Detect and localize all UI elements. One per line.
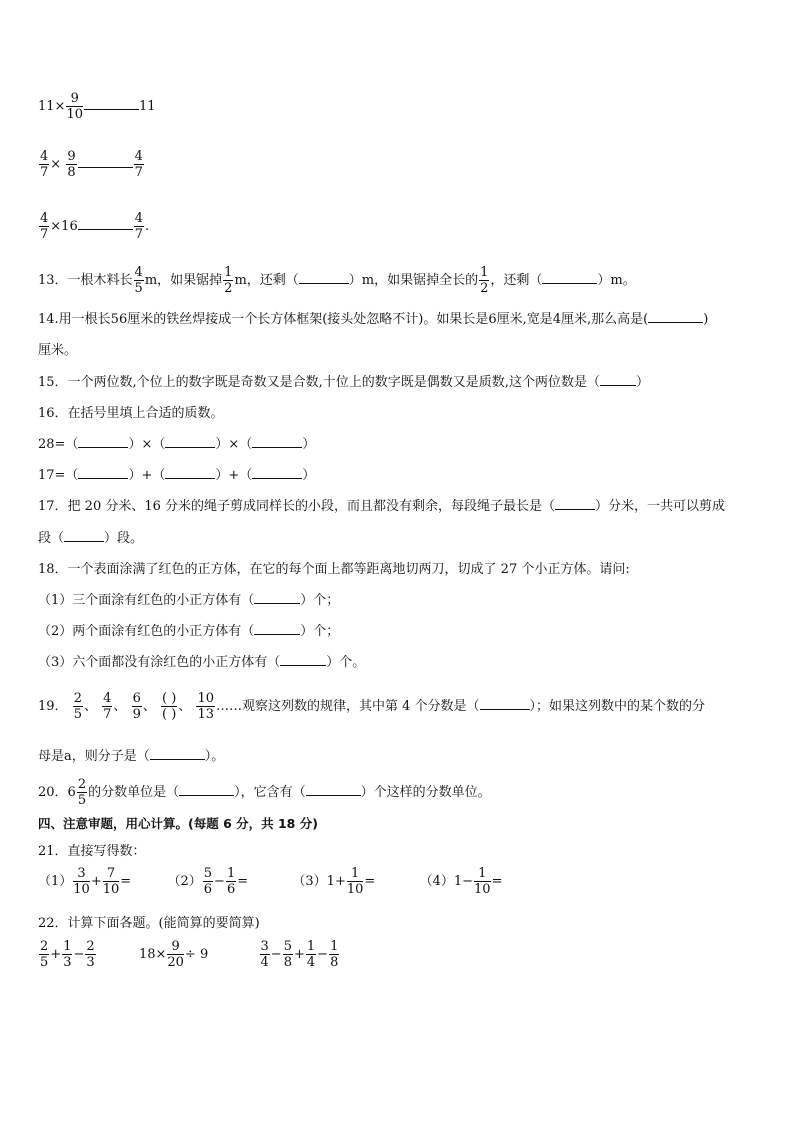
question-16-title: 16．在括号里填上合适的质数。 <box>38 406 224 421</box>
answer-blank[interactable] <box>78 229 133 230</box>
fraction: $\frac{1}{2}$ <box>224 265 233 296</box>
fraction-blank[interactable]: $\frac{( )}{( )}$ <box>162 691 177 722</box>
fraction: $\frac{1}{2}$ <box>480 265 489 296</box>
answer-blank[interactable] <box>306 795 361 796</box>
question-17: 17．把 20 分米、16 分米的绳子剪成同样长的小段，而且都没有剩余，每段绳子最长是（ ）分米，一共可以剪成 <box>38 499 726 514</box>
fraction: $\frac{1}{6}$ <box>226 866 236 897</box>
answer-blank[interactable] <box>600 385 636 386</box>
question-15: 15．一个两位数,个位上的数字既是奇数又是合数,十位上的数字既是偶数又是质数,这个两位数是（ ） <box>38 375 649 390</box>
question-16-row-1: 28=（ ）×（ ）×（ ） <box>38 437 316 452</box>
fraction: $\frac{3}{10}$ <box>73 866 90 897</box>
fraction: $\frac{9}{10}$ <box>66 91 83 122</box>
answer-blank[interactable] <box>150 759 205 760</box>
answer-blank[interactable] <box>252 478 302 479</box>
answer-blank[interactable] <box>78 167 133 168</box>
answer-blank[interactable] <box>542 283 597 284</box>
fraction: $\frac{2}{5}$ <box>73 691 82 722</box>
fraction: $\frac{1}{3}$ <box>63 939 72 970</box>
question-19: 19． $\frac{2}{5}$ 、 $\frac{4}{7}$ 、 $\frac{6}{9}$ 、 $\frac{( )}{( )}$ 、 $\frac{10}{13}$ ……观察这列数的规律，其中第 4 个分数是（ ）；如果这列数中的某个数的分 <box>38 691 706 722</box>
section-heading: 四、注意审题，用心计算。(每题 6 分，共 18 分) <box>38 816 318 831</box>
compare-row-3 <box>38 212 149 241</box>
question-22-items: $\frac{2}{5}$ + $\frac{1}{3}$ − $\frac{2}{3}$ 18× $\frac{9}{20}$ ÷ 9 $\frac{3}{4}$ − $\frac{5}{8}$ + $\frac{1}{4}$ − $\frac{1}{8}$ <box>40 939 339 970</box>
compare-row-1 <box>38 92 156 121</box>
answer-blank[interactable] <box>648 322 703 323</box>
answer-blank[interactable] <box>84 109 139 110</box>
fraction: $\frac{4}{7}$ <box>134 211 143 242</box>
answer-blank[interactable] <box>280 665 326 666</box>
question-18-sub-1: （1）三个面涂有红色的小正方体有（ ）个； <box>38 593 340 608</box>
fraction: $\frac{5}{8}$ <box>283 939 292 970</box>
compare-row-2 <box>38 150 145 179</box>
fraction: $\frac{1}{10}$ <box>474 866 491 897</box>
question-20: 20．6 $\frac{2}{5}$ 的分数单位是（ ），它含有（ ）个这样的分数单位。 <box>38 777 491 808</box>
answer-blank[interactable] <box>78 447 128 448</box>
answer-blank[interactable] <box>78 478 128 479</box>
fraction: $\frac{4}{7}$ <box>134 149 143 180</box>
fraction: $\frac{2}{3}$ <box>86 939 95 970</box>
question-13: 13．一根木料长 $\frac{4}{5}$ m，如果锯掉 $\frac{1}{2}$ m，还剩（ ）m，如果锯掉全长的 $\frac{1}{2}$ ，还剩（ ）m。 <box>38 265 636 296</box>
fraction: $\frac{3}{4}$ <box>260 939 269 970</box>
fraction: $\frac{2}{5}$ <box>40 939 49 970</box>
fraction: $\frac{1}{10}$ <box>346 866 364 897</box>
answer-blank[interactable] <box>165 478 215 479</box>
question-21-items: （1） $\frac{3}{10}$ + $\frac{7}{10}$ = （2） $\frac{5}{6}$ − $\frac{1}{6}$ = （3）1+ $\frac{1}{10}$ = （4）1− $\frac{1}{10}$ = <box>38 866 503 897</box>
question-22-title: 22．计算下面各题。(能简算的要简算) <box>38 916 260 931</box>
answer-blank[interactable] <box>64 541 104 542</box>
answer-blank[interactable] <box>165 447 215 448</box>
fraction: $\frac{4}{7}$ <box>103 691 112 722</box>
question-16-row-2: 17=（ ）+（ ）+（ ） <box>38 468 316 483</box>
fraction: $\frac{6}{9}$ <box>132 691 141 722</box>
answer-blank[interactable] <box>254 603 300 604</box>
fraction: $\frac{5}{6}$ <box>203 866 213 897</box>
fraction: $\frac{4}{7}$ <box>40 211 49 242</box>
fraction: $\frac{1}{4}$ <box>306 939 316 970</box>
answer-blank[interactable] <box>179 795 234 796</box>
expr-text: 11× <box>38 99 66 114</box>
expr-text: . <box>145 219 150 234</box>
answer-blank[interactable] <box>254 634 300 635</box>
fraction: $\frac{4}{7}$ <box>40 149 49 180</box>
question-18-sub-2: （2）两个面涂有红色的小正方体有（ ）个； <box>38 624 340 639</box>
fraction: $\frac{7}{10}$ <box>102 866 120 897</box>
operator: × <box>50 157 62 172</box>
fraction: $\frac{9}{8}$ <box>67 149 76 180</box>
question-17-line-2: 段（ ）段。 <box>38 531 144 546</box>
expr-text: ×16 <box>50 219 78 234</box>
question-18-title: 18．一个表面涂满了红色的正方体，在它的每个面上都等距离地切两刀，切成了 27 个小正方体。请问: <box>38 562 630 577</box>
answer-blank[interactable] <box>299 283 349 284</box>
fraction: $\frac{9}{20}$ <box>167 939 184 970</box>
fraction: $\frac{10}{13}$ <box>197 691 214 722</box>
question-21-title: 21．直接写得数： <box>38 844 146 859</box>
fraction: $\frac{2}{5}$ <box>77 777 87 808</box>
answer-blank[interactable] <box>480 709 530 710</box>
question-14: 14.用一根长56厘米的铁丝焊接成一个长方体框架(接头处忽略不计)。如果长是6厘米,宽是4厘米,那么高是( ) <box>38 312 709 327</box>
answer-blank[interactable] <box>555 509 595 510</box>
answer-blank[interactable] <box>252 447 302 448</box>
question-14-line-2: 厘米。 <box>38 343 78 358</box>
expr-text: 11 <box>138 99 156 114</box>
question-18-sub-3: （3）六个面都没有涂红色的小正方体有（ ）个。 <box>38 655 366 670</box>
question-19-line-2: 母是a，则分子是（ ）。 <box>38 749 225 764</box>
fraction: $\frac{4}{5}$ <box>134 265 143 296</box>
fraction: $\frac{1}{8}$ <box>330 939 339 970</box>
